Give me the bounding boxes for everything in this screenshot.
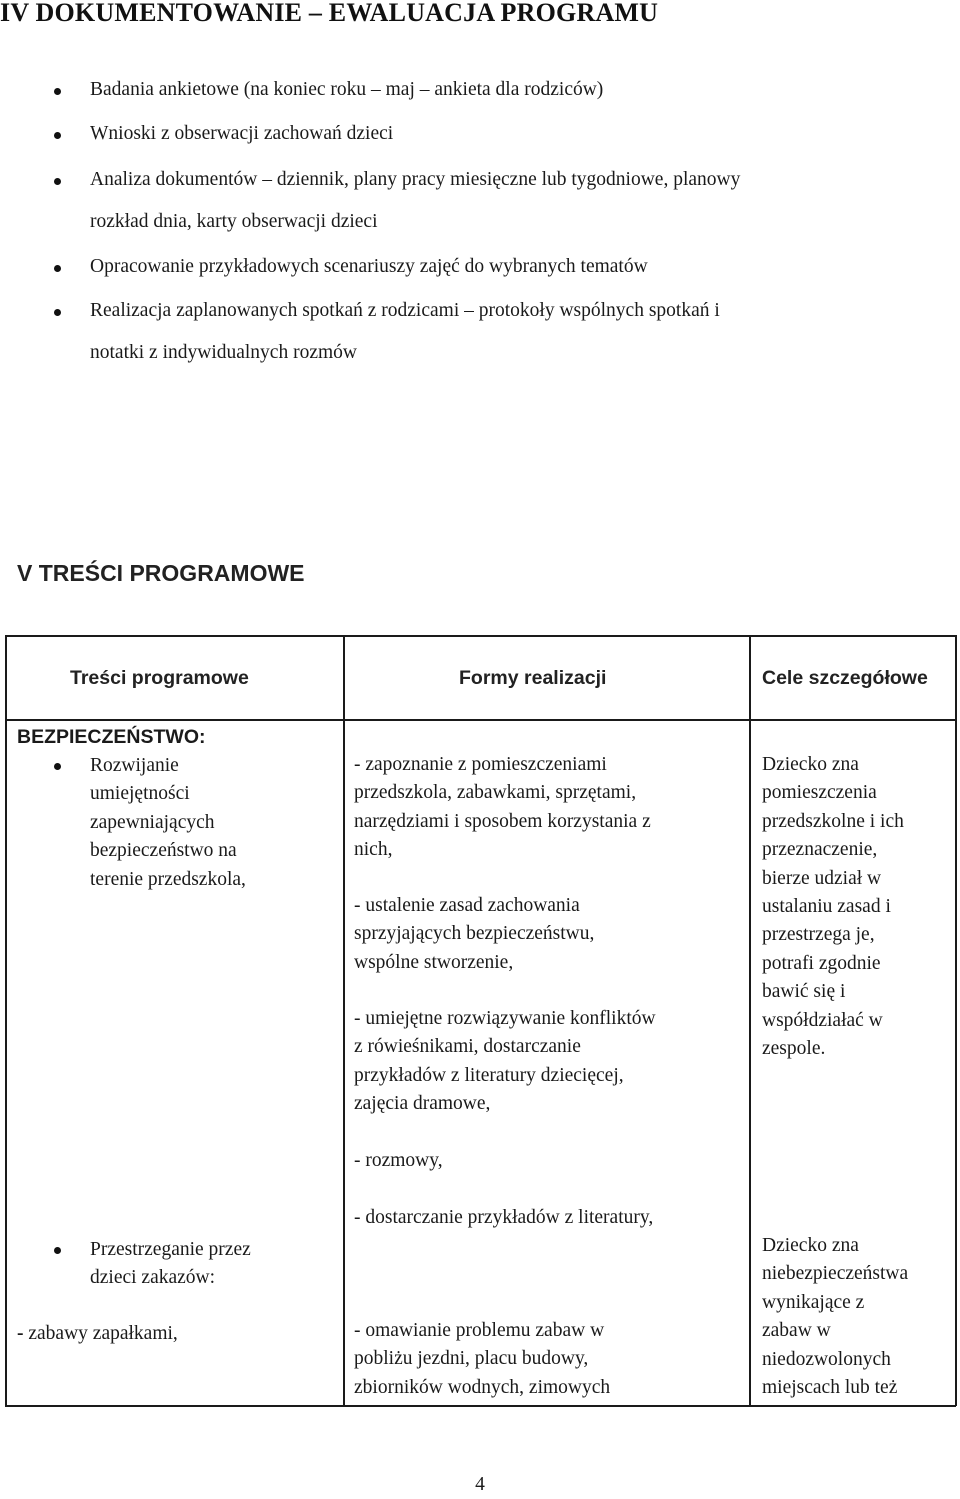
table-border-top bbox=[5, 635, 956, 637]
bullet-text: Wnioski z obserwacji zachowań dzieci bbox=[90, 123, 394, 144]
bullet-text: notatki z indywidualnych rozmów bbox=[90, 342, 357, 363]
goals-text: Dziecko zna niebezpieczeństwa wynikające z zabaw w niedozwolonych miejscach lub też bbox=[762, 1235, 909, 1399]
bullet-text: Opracowanie przykładowych scenariuszy zajęć do wybranych tematów bbox=[90, 256, 648, 277]
section-v-title: V TREŚCI PROGRAMOWE bbox=[17, 560, 305, 586]
goals-text: Dziecko zna pomieszczenia przedszkolne i ich przeznaczenie, bierze udział w ustalaniu zasad i przestrzega je, potrafi zgodnie bawić się i współdziałać w zespole. bbox=[762, 754, 904, 1060]
table-border-right bbox=[955, 635, 957, 1406]
table-column-divider bbox=[343, 635, 345, 1406]
content-bullet-text: Rozwijanie umiejętności zapewniających bezpieczeństwo na terenie przedszkola, bbox=[90, 755, 246, 890]
bullet-text: rozkład dnia, karty obserwacji dzieci bbox=[90, 211, 378, 232]
table-border-left bbox=[5, 635, 7, 1406]
bullet-icon bbox=[54, 265, 61, 272]
bullet-text: Realizacja zaplanowanych spotkań z rodzicami – protokoły wspólnych spotkań i bbox=[90, 300, 720, 321]
bullet-icon bbox=[54, 178, 61, 185]
forms-paragraph: - umiejętne rozwiązywanie konfliktów z rówieśnikami, dostarczanie przykładów z literatury dziecięcej, zajęcia dramowe, bbox=[354, 1008, 656, 1115]
table-column-divider bbox=[749, 635, 751, 1406]
prohibition-item: - zabawy zapałkami, bbox=[17, 1323, 178, 1344]
bullet-icon bbox=[54, 132, 61, 139]
bullet-text: Badania ankietowe (na koniec roku – maj – ankieta dla rodziców) bbox=[90, 79, 604, 100]
content-bullet-text: Przestrzeganie przez dzieci zakazów: bbox=[90, 1239, 251, 1289]
section-iv-title: IV DOKUMENTOWANIE – EWALUACJA PROGRAMU bbox=[0, 0, 659, 27]
forms-paragraph: - zapoznanie z pomieszczeniami przedszkola, zabawkami, sprzętami, narzędziami i sposobem korzystania z nich, bbox=[354, 754, 651, 861]
bullet-icon bbox=[54, 309, 61, 316]
page-number: 4 bbox=[475, 1474, 485, 1495]
category-heading: BEZPIECZEŃSTWO: bbox=[17, 726, 206, 748]
forms-paragraph: - omawianie problemu zabaw w pobliżu jezdni, placu budowy, zbiorników wodnych, zimowych bbox=[354, 1320, 611, 1398]
bullet-icon bbox=[54, 1247, 61, 1254]
table-header-divider bbox=[5, 719, 956, 721]
table-border-bottom bbox=[5, 1405, 956, 1407]
column-header-tresci: Treści programowe bbox=[70, 667, 249, 689]
bullet-icon bbox=[54, 88, 61, 95]
bullet-icon bbox=[54, 763, 61, 770]
forms-paragraph: - ustalenie zasad zachowania sprzyjających bezpieczeństwu, wspólne stworzenie, bbox=[354, 895, 595, 973]
forms-paragraph: - rozmowy, bbox=[354, 1150, 443, 1171]
forms-paragraph: - dostarczanie przykładów z literatury, bbox=[354, 1207, 654, 1228]
bullet-text: Analiza dokumentów – dziennik, plany pracy miesięczne lub tygodniowe, planowy bbox=[90, 169, 741, 190]
column-header-formy: Formy realizacji bbox=[459, 667, 607, 689]
column-header-cele: Cele szczegółowe bbox=[762, 667, 928, 689]
